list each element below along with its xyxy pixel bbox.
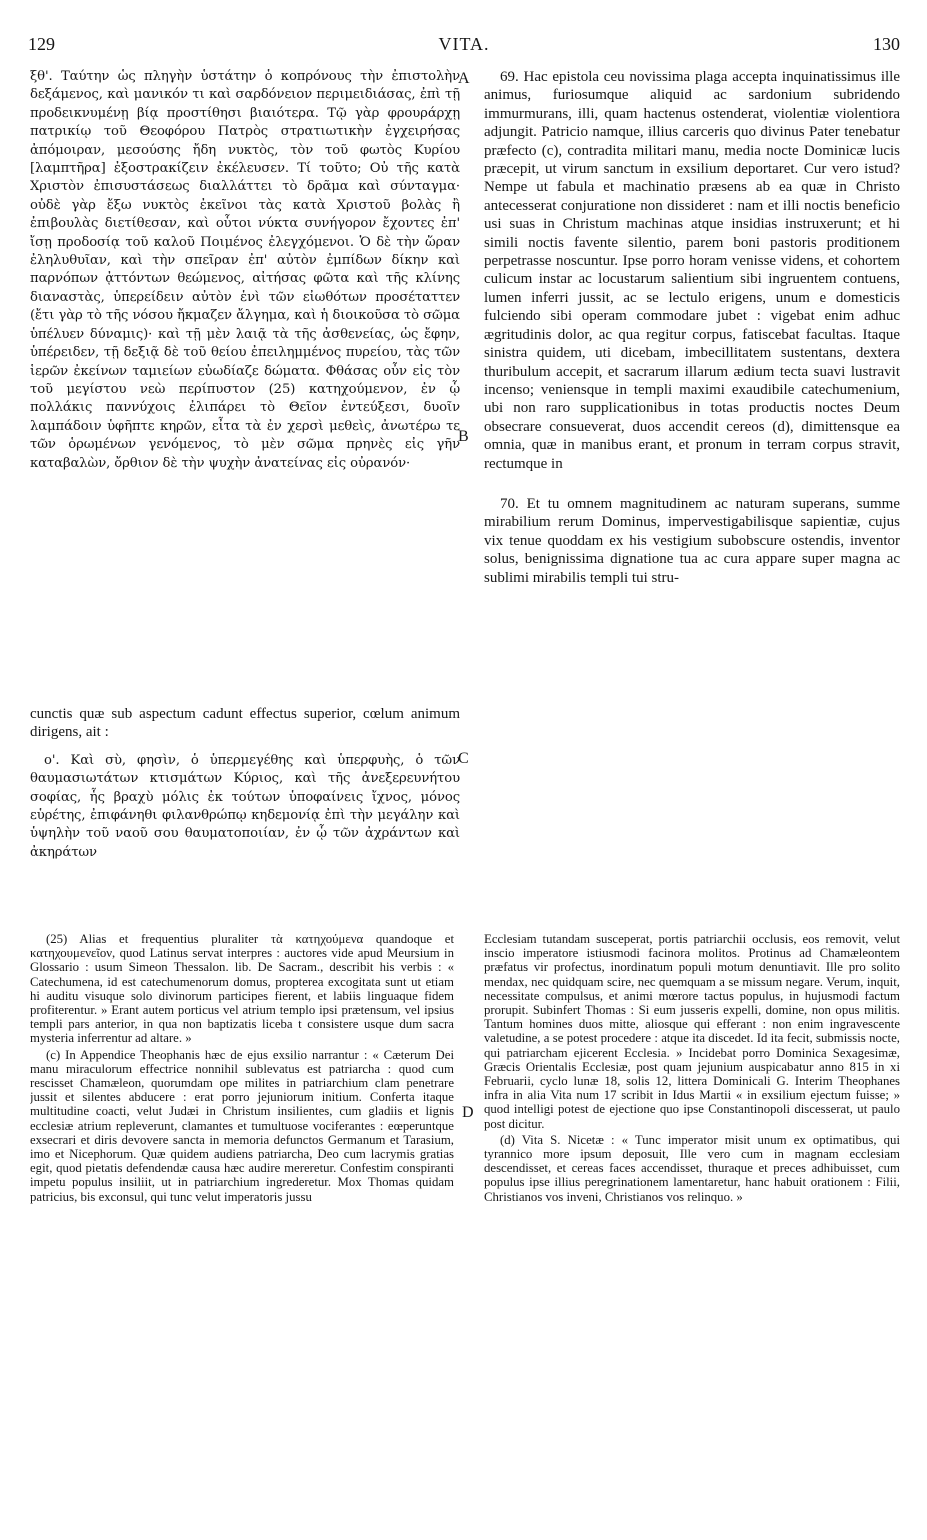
margin-letter-c: C: [458, 750, 469, 767]
latin-section-70: 70. Et tu omnem magnitudinem ac naturam superans, summe mirabilium rerum Dominus, impervestigabilisque sapientiæ, cujus vix tenue quoddam ex his vestigium subobscure ostendis, inventor solus, benignissima dignatione tua ac cura appare super magna ac sublimi mirabilis templi tui stru-: [484, 495, 900, 586]
footnote-c: (c) In Appendice Theophanis hæc de ejus exsilio narrantur : « Cæterum Dei manu miraculorum effectrice nonnihil sublevatus est patriarcha : quod cum rescisset Chamæleon, quorumdam ope milites in patriarchium clam penetrare jussit et silentes abducere : erat porro jejuniorum initium. Conferta itaque multitudine coacti, velut Judæi in Christum insilientes, cum gladiis et lignis ecclesiæ atrium repleverunt, clamantes et tumultuose vociferantes : eœperuntque exsecrari et diris devovere sancta in memoria defunctos Germanum et Tarasium, imo et Nicephorum. Quæ quidem audiens patriarcha, Deo cum lacrymis gratias egit, quod pietatis defendendæ causa hæc audire mereretur. Confestim conspiranti impetu populus insiliit, ut in patriarchium ingrederetur. Mox Thomas quidam patricius, bis exconsul, qui tunc velut imperatoris jussu: [30, 1047, 454, 1204]
latin-section-69: 69. Hac epistola ceu novissima plaga accepta inquinatissimus ille animus, furiosumque aliquid ac sardonium subridendo immurmurans, illi, quam hactenus ostenderat, violentiæ violentiora adjungit. Patricio namque, illius carceris quo divinus Pater tenebatur præfecto (c), contradita militari manu, media nocte Dominicæ lucis præcepit, ut virum sanctum in exsilium deportaret. Cur vero istud? Nempe ut fabula et machinatio præsens ab ea quæ in Christo antecesserat conjuratione non dissideret : nam et illi noctis beneficio usi suas in Christum machinas atque insidias instruxerunt; et hi simili noctis favente silentio, parem boni pastoris proditionem perpetrasse noscuntur. Ipse porro horam venisse videns, et cohortem culicum instar ac locustarum salientium sibi ingruentem contuens, lumen inferri jussit, ac se lectulo erigens, unum e domesticis fulciendo sibi operam commodare jubet : vigebat enim adhuc ægritudinis dolor, ac qua regitur corpus, fatiscebat facultas. Itaque sinistra quidem, uti dicebam, imbecillitatem sustentans, dextera thuribulum accepit, et sacrarum illarum ædium tecta suavi lustravit incenso; veniensque in templi maximi exaudibile catechumenium, ubi non raro supplicationibus in totas productis noctes Deum obsecrare consueverat, duos accendit cereos (d), dimittensque ea omnia, quæ in manibus erant, et pronum in terram corpus stravit, rectumque in: [484, 69, 900, 472]
greek-section-70: ο'. Καὶ σὺ, φησὶν, ὁ ὑπερμεγέθης καὶ ὑπερφυὴς, ὁ τῶν θαυμασιωτάτων κτισμάτων Κύριος, καὶ τῆς ἀνεξερευνήτου σοφίας, ἧς βραχὺ μόλις ἐκ τούτων ὑποφαίνεις ἴχνος, μόνος εὑρέτης, ἐπιφάνηθι φιλανθρώπῳ κηδεμονίᾳ ἐπὶ τὴν μεγάλην καὶ ὑψηλὴν τοῦ ναοῦ σου θαυματοποιίαν, ἐν ᾧ τῶν ἀχράντων καὶ ἀκηράτων: [30, 752, 460, 860]
page-number-left: 129: [28, 34, 55, 54]
running-title: VITA.: [438, 34, 490, 54]
footnote-d: (d) Vita S. Nicetæ : « Tunc imperator misit unum ex optimatibus, qui tyrannico more ipsum deposuit, Ille vero cum in magnam ecclesiam descendisset, et cereas faces accendisset, thuraque et preces adhibuisset, cum populus ipse illius peregrinationem lamentaretur, hanc habuit orationem : Filii, Christianos vos inveni, Christianos vos relinquo. »: [484, 1132, 900, 1204]
right-main-column: [484, 68, 900, 888]
greek-section-69: ξθ'. Ταύτην ὡς πληγὴν ὑστάτην ὁ κοπρόνους τὴν ἐπιστολὴν δεξάμενος, καὶ μανικόν τι καὶ σαρδόνειον περιμειδιάσας, ἐπὶ τῇ προδεικνυμένῃ βίᾳ προστίθησι βιαιότερα. Τῷ γὰρ φρουράρχῃ πατρικίῳ τοῦ Θεοφόρου Πατρὸς στρατιωτικὴν ἐγχειρήσας ἀπόμοιραν, μεσούσης ἤδη νυκτὸς, τὸν τοῦ φωτὸς Κυρίου [λαμπτῆρα] ἐξοστρακίζειν ἐκέλευσεν. Τί τοῦτο; Οὐ τῆς κατὰ Χριστὸν ἐπισυστάσεως διαλλάττει τὸ δρᾶμα καὶ σύνταγμα· οὐδὲ γὰρ ἔξω νυκτὸς ἐκεῖνοι τὰς κατὰ Χριστοῦ βολὰς ἢ ἐπιβουλὰς διετίθεσαν, καὶ οὗτοι νύκτα συνήγορον ἔχοντες ἐπ' ἴσῃ προδοσίᾳ τοῦ καλοῦ Ποιμένος ἐλεγχόμενοι. Ὁ δὲ τὴν ὥραν ἐληλυθυῖαν, καὶ τὴν σπεῖραν ἐπ' αὐτὸν ἐμπίδων δίκην καὶ παρνόπων ᾀττόντων θεώμενος, αἰτήσας φῶτα καὶ τῆς κλίνης διαναστὰς, ὑπερείδειν αὐτὸν ἑνὶ τῶν εἰωθότων προσέταττεν (ἔτι γὰρ τὸ τῆς νόσου ἤκμαζεν ἄλγημα, καὶ ἡ διοικοῦσα τὸ σῶμα ὑπέλυεν δύναμις)· καὶ τῇ μὲν λαιᾷ τὰ τῆς ἀσθενείας, ὡς ἔφην, ὑπέρειδεν, τῇ δεξιᾷ δὲ τοῦ θείου ἐπειλημμένος πυρείου, τὰς τῶν ἱερῶν ἐκείνων ταμιείων εὐωδίαζε δώματα. Φθάσας οὖν εἰς τὸν τοῦ μεγίστου νεὼ περίπυστον (25) κατηχούμενον, ἐν ᾧ πολλάκις παννύχοις ἐλιπάρει τὸ Θεῖον ἐντεύξεσι, δυοῖν λαμπάδοιν ὑφῆπτε κηρῶν, εἶτα τὰ ἐν χερσὶ μεθεὶς, ἀνωτέρω τε τῶν ὁρωμένων γενόμενος, τὸ μὲν σῶμα πρηνὲς εἰς γῆν καταβαλὼν, ὄρθιον δὲ τὴν ψυχὴν ἀνατείνας εἰς οὐρανόν·: [30, 69, 460, 471]
margin-letter-d: D: [462, 1104, 474, 1121]
margin-letter-b: B: [458, 428, 469, 445]
page-number-right: 130: [873, 34, 900, 54]
right-notes-column: [484, 932, 900, 1442]
footnote-c-continued: Ecclesiam tutandam susceperat, portis patriarchii occlusis, eos removit, velut inscio imperatore istiusmodi facinora molitos. Protinus ad Chamæleontem præfatus vir profectus, inordinatum populi motum denuntiavit. Ille pro solito mendax, nec quidquam scire, nec quemquam a se missum negare. Verum, inquit, necessitate compulsus, et animi mœrore tactus populus, in hujusmodi factum prorupit. Subinfert Thomas : Si eum jusseris expelli, domine, non opus militis. Tantum homines duos mitte, aliosque qui efferant : non enim ingravescente valetudine, a se potest procedere : atque ita discedet. Id ita fecit, submissis nocte, qui patriarcham ejicerent Ecclesia. » Incidebat porro Dominica Sexagesimæ, Græcis Orientalis Ecclesiæ, post quam jejunium auspicabatur anno 815 in xi Februarii, cyclo lunæ 18, solis 12, littera Dominicali G. Interim Theophanes infra in alia Vita num 17 scribit in Idus Martii « in exsilium ejectum fuisse; » quod intelligi potest de ejectione quo ipse Constantinopoli discesserat, ut paulo post dicitur.: [484, 932, 900, 1131]
left-main-column: [30, 68, 460, 888]
left-notes-column: [30, 932, 454, 1510]
latin-69-continuation: cunctis quæ sub aspectum cadunt effectus superior, cœlum animum dirigens, ait :: [30, 706, 460, 741]
margin-letter-a: A: [458, 70, 470, 87]
footnote-25: (25) Alias et frequentius pluraliter τὰ κατηχούμενα quandoque et κατηχουμενεῖον, quod Latinus servat interpres : auctores vide apud Meursium in Glossario : usum Simeon Thessalon. lib. De Sacram., describit his verbis : « Catechumena, id est catechumenorum domus, propterea excogitata sunt ut etiam hi auditu visuque solo divinorum participes fierent, et labiis linguaque fidem profiterentur. » Erant autem porticus vel atrium templo ipsi prætensum, vel ipsius templi pars anterior, in qua non baptizatis liceba t consistere usque dum sacra mysteria inferrentur ad altare. »: [30, 932, 454, 1046]
running-header: [28, 34, 900, 58]
